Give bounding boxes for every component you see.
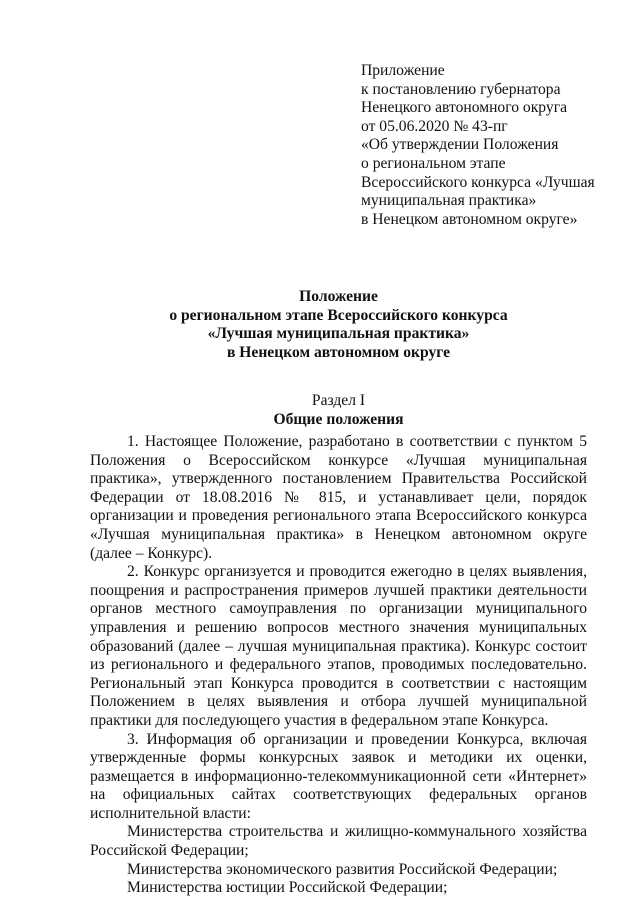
appendix-line: о региональном этапе <box>361 154 506 172</box>
paragraph: Министерства экономического развития Российской Федерации; <box>127 860 558 878</box>
paragraph: 3. Информация об организации и проведении Конкурса, включая утвержденные формы конкурсных заявок и методики их оценки, размещается в информационно-телекоммуникационной сети «Интернет» на официальных сайтах соответствующих федеральных органов исполнительной власти: <box>90 730 587 822</box>
title-line: «Лучшая муниципальная практика» <box>207 325 470 343</box>
paragraph: Министерства юстиции Российской Федерации; <box>127 879 448 897</box>
appendix-block <box>361 62 621 229</box>
paragraph: 2. Конкурс организуется и проводится ежегодно в целях выявления, поощрения и распространения примеров лучшей практики деятельности органов местного самоуправления по организации муниципального управления и решению вопросов местного значения муниципальных образований (далее – лучшая муниципальная практика). Конкурс состоит из регионального и федерального этапов, проводимых последовательно. Региональный этап Конкурса проводится в соответствии с настоящим Положением в целях выявления и отбора лучшей муниципальной практики для последующего участия в федеральном этапе Конкурса. <box>90 563 587 729</box>
appendix-line: Всероссийского конкурса «Лучшая <box>361 173 595 191</box>
appendix-line: в Ненецком автономном округе» <box>361 210 578 228</box>
title-line: о региональном этапе Всероссийского конкурса <box>169 306 508 324</box>
section-heading: Общие положения <box>273 410 404 428</box>
paragraph: 1. Настоящее Положение, разработано в соответствии с пунктом 5 Положения о Всероссийском конкурсе «Лучшая муниципальная практика», утвержденного постановлением Правительства Российской Федерации от 18.08.2016 № 815, и устанавливает цели, порядок организации и проведения регионального этапа Всероссийского конкурса «Лучшая муниципальная практика» в Ненецком автономном округе (далее – Конкурс). <box>90 433 587 562</box>
section-number: Раздел I <box>311 392 366 409</box>
appendix-line: к постановлению губернатора <box>361 80 561 98</box>
section-header <box>90 392 587 429</box>
title-line: Положение <box>299 288 378 305</box>
appendix-line: Приложение <box>361 62 445 79</box>
appendix-line: «Об утверждении Положения <box>361 136 559 154</box>
document-title <box>90 288 587 362</box>
appendix-line: Ненецкого автономного округа <box>361 99 568 117</box>
document-body <box>90 433 587 898</box>
appendix-line: муниципальная практика» <box>361 192 537 210</box>
paragraph: Министерства строительства и жилищно-коммунального хозяйства Российской Федерации; <box>90 823 587 860</box>
title-line: в Ненецком автономном округе <box>226 343 451 361</box>
appendix-line: от 05.06.2020 № 43-пг <box>361 117 508 135</box>
